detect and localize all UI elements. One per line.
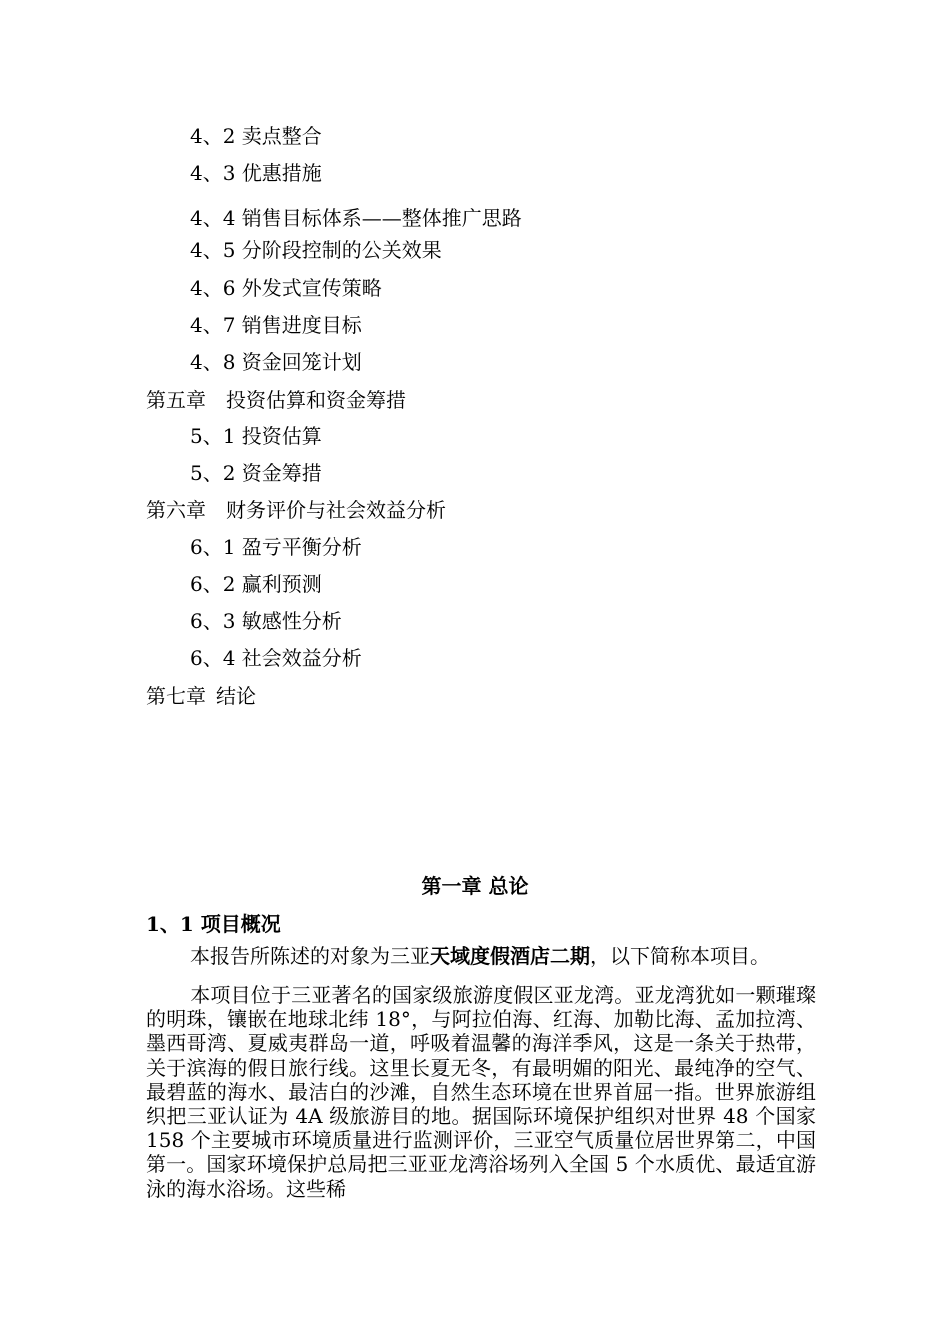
paragraph-intro [146, 944, 816, 968]
paragraph-intro-tail: ，以下简称本项目。 [590, 944, 770, 968]
toc-chapter-7 [146, 684, 256, 708]
toc-item-5-2: 5、2 资金筹措 [190, 461, 322, 485]
toc-chapter-7-number: 第七章 [146, 684, 206, 708]
toc-chapter-5 [146, 388, 406, 412]
toc-chapter-5-number: 第五章 [146, 388, 206, 412]
toc-item-4-3: 4、3 优惠措施 [190, 161, 322, 185]
toc-chapter-6-title: 财务评价与社会效益分析 [226, 498, 446, 522]
toc-item-6-1: 6、1 盈亏平衡分析 [190, 535, 362, 559]
toc-item-4-2: 4、2 卖点整合 [190, 124, 322, 148]
toc-item-6-3: 6、3 敏感性分析 [190, 609, 342, 633]
toc-item-4-8: 4、8 资金回笼计划 [190, 350, 362, 374]
toc-item-4-7: 4、7 销售进度目标 [190, 313, 362, 337]
toc-item-4-6: 4、6 外发式宣传策略 [190, 276, 382, 300]
paragraph-location [146, 983, 816, 1201]
chapter-title: 第一章 总论 [421, 874, 529, 898]
toc-item-4-4: 4、4 销售目标体系——整体推广思路 [190, 206, 522, 230]
toc-item-5-1: 5、1 投资估算 [190, 424, 322, 448]
toc-chapter-5-title: 投资估算和资金筹措 [226, 388, 406, 412]
toc-item-4-5: 4、5 分阶段控制的公关效果 [190, 238, 442, 262]
paragraph-intro-text: 本报告所陈述的对象为三亚 [190, 944, 430, 968]
toc-chapter-6-number: 第六章 [146, 498, 206, 522]
toc-item-6-4: 6、4 社会效益分析 [190, 646, 362, 670]
paragraph-location-text: 本项目位于三亚著名的国家级旅游度假区亚龙湾。亚龙湾犹如一颗璀璨的明珠，镶嵌在地球北纬 18°，与阿拉伯海、红海、加勒比海、孟加拉湾、墨西哥湾、夏威夷群岛一道，呼吸着温馨的海洋季风，这是一条关于热带，关于滨海的假日旅行线。这里长夏无冬，有最明媚的阳光、最纯净的空气、最碧蓝的海水、最洁白的沙滩，自然生态环境在世界首屈一指。世界旅游组织把三亚认证为 4A 级旅游目的地。据国际环境保护组织对世界 48 个国家 158 个主要城市环境质量进行监测评价，三亚空气质量位居世界第二，中国第一。国家环境保护总局把三亚亚龙湾浴场列入全国 5 个水质优、最适宜游泳的海水浴场。这些稀 [146, 983, 816, 1201]
project-name: 天域度假酒店二期 [430, 944, 590, 968]
toc-item-6-2: 6、2 赢利预测 [190, 572, 322, 596]
toc-chapter-7-title: 结论 [216, 684, 256, 708]
section-title: 1、1 项目概况 [146, 912, 281, 936]
toc-chapter-6 [146, 498, 446, 522]
